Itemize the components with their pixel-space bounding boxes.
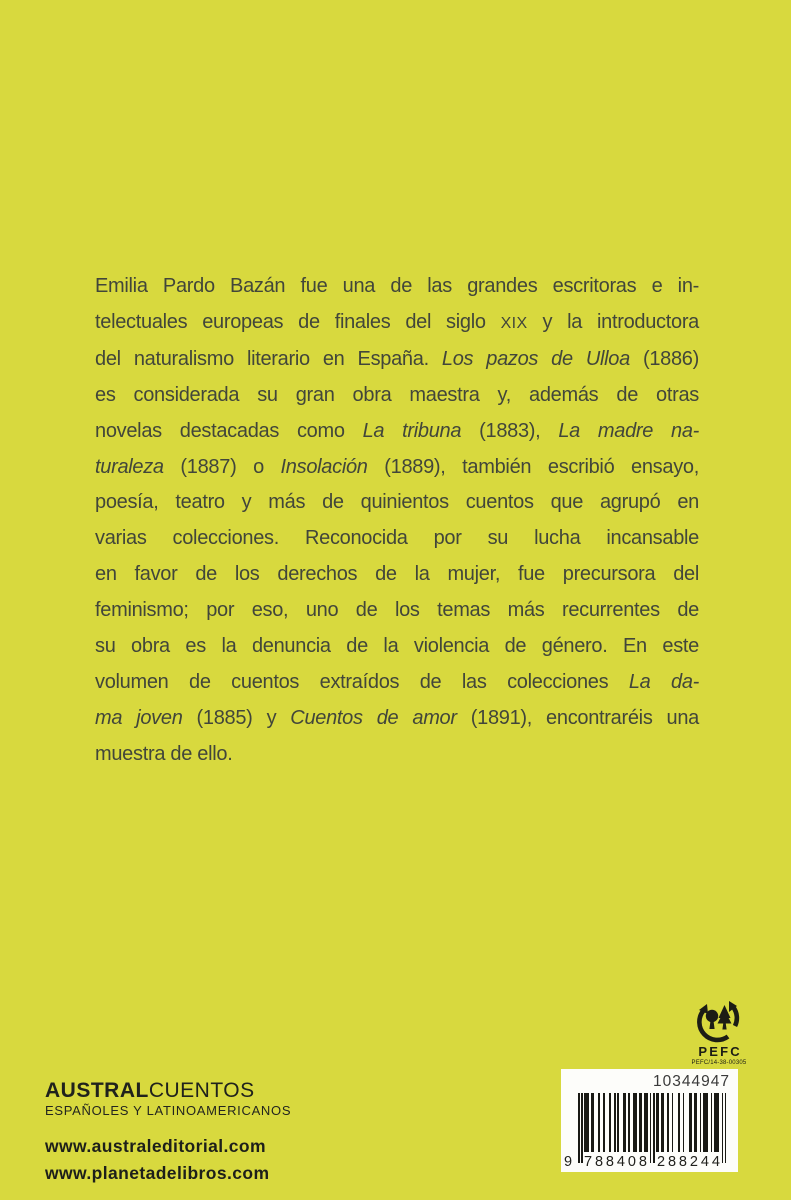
brand-austral: AUSTRAL [45, 1079, 149, 1102]
ean13-barcode [578, 1093, 727, 1163]
blurb-line: es considerada su gran obra maestra y, además de otras [95, 383, 699, 406]
publisher-logo [45, 1079, 255, 1103]
blurb-paragraph [95, 269, 699, 773]
pefc-label: PEFC [698, 1044, 742, 1059]
blurb-line: del naturalismo literario en España. Los pazos de Ulloa (1886) [95, 347, 699, 370]
blurb-line: novelas destacadas como La tribuna (1883), La madre na- [95, 419, 699, 442]
blurb-line: telectuales europeas de finales del siglo XIX y la introductora [95, 310, 699, 333]
blurb-line: ma joven (1885) y Cuentos de amor (1891), encontraréis una [95, 706, 700, 729]
isbn-prefix-digit: 9 [564, 1154, 573, 1170]
blurb-line: Emilia Pardo Bazán fue una de las grandes escritoras e in- [95, 275, 699, 297]
publisher-urls [45, 1133, 269, 1187]
blurb-line: su obra es la denuncia de la violencia de género. En este [95, 635, 699, 658]
barcode-panel [561, 1069, 738, 1172]
isbn-left-digits: 788408 [584, 1154, 650, 1170]
blurb-line: volumen de cuentos extraídos de las colecciones La da- [95, 670, 700, 693]
collection-subtitle: ESPAÑOLES Y LATINOAMERICANOS [45, 1103, 292, 1118]
blurb-line: feminismo; por eso, uno de los temas más recurrentes de [95, 599, 699, 622]
blurb-line: en favor de los derechos de la mujer, fue precursora del [95, 563, 699, 586]
pefc-trees-ring-icon [695, 997, 743, 1043]
blurb-line: poesía, teatro y más de quinientos cuentos que agrupó en [95, 491, 699, 514]
barcode-module [725, 1093, 727, 1163]
blurb-line: turaleza (1887) o Insolación (1889), también escribió ensayo, [95, 455, 699, 478]
product-number: 10344947 [653, 1073, 730, 1090]
isbn-right-digits: 288244 [657, 1154, 723, 1170]
pefc-code: PEFC/14-38-00305 [691, 1060, 747, 1066]
url-australeditorial: www.australeditorial.com [45, 1136, 266, 1156]
blurb-line: varias colecciones. Reconocida por su lucha incansable [95, 527, 699, 550]
pefc-certification [688, 997, 750, 1066]
blurb-line: muestra de ello. [95, 742, 233, 765]
url-planetadelibros: www.planetadelibros.com [45, 1163, 270, 1183]
brand-cuentos: CUENTOS [148, 1079, 255, 1102]
